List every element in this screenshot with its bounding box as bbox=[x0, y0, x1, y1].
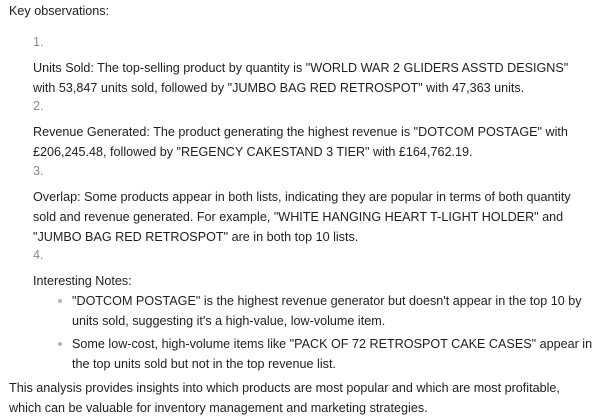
list-item bbox=[55, 334, 600, 374]
note-text: "DOTCOM POSTAGE" is the highest revenue generator but doesn't appear in the top 10 by units sold, suggesting it's a high-value, low-volume item. bbox=[72, 294, 582, 328]
observation-units-sold bbox=[33, 32, 593, 98]
note-text: Some low-cost, high-volume items like "PACK OF 72 RETROSPOT CAKE CASES" appear in the top units sold but not in the top revenue list. bbox=[72, 337, 593, 371]
observation-number: 4. bbox=[33, 248, 44, 262]
observation-text: Overlap: Some products appear in both lists, indicating they are popular in terms of both quantity sold and revenue generated. For example, "WHITE HANGING HEART T-LIGHT HOLDER" and "JUMBO BAG RED RETROSPOT" are in both top 10 lists. bbox=[33, 190, 571, 244]
observation-number: 3. bbox=[33, 164, 44, 178]
closing-paragraph: This analysis provides insights into which products are most popular and which are most profitable, which can be valuable for inventory management and marketing strategies. bbox=[9, 381, 560, 415]
section-heading: Key observations: bbox=[9, 4, 110, 18]
observation-number: 2. bbox=[33, 99, 44, 113]
list-item bbox=[55, 291, 600, 331]
observation-text: Units Sold: The top-selling product by quantity is "WORLD WAR 2 GLIDERS ASSTD DESIGNS" with 53,847 units sold, followed by "JUMBO BAG RED RETROSPOT" with 47,363 units. bbox=[33, 61, 569, 95]
observation-revenue bbox=[33, 96, 593, 162]
observation-number: 1. bbox=[33, 35, 44, 49]
bullet-icon bbox=[58, 342, 62, 346]
observation-overlap bbox=[33, 161, 593, 247]
observation-text: Revenue Generated: The product generating the highest revenue is "DOTCOM POSTAGE" with £206,245.48, followed by "REGENCY CAKESTAND 3 TIER" with £164,762.19. bbox=[33, 125, 568, 159]
observation-interesting-notes bbox=[33, 245, 593, 291]
bullet-icon bbox=[58, 299, 62, 303]
observation-text: Interesting Notes: bbox=[33, 274, 132, 288]
